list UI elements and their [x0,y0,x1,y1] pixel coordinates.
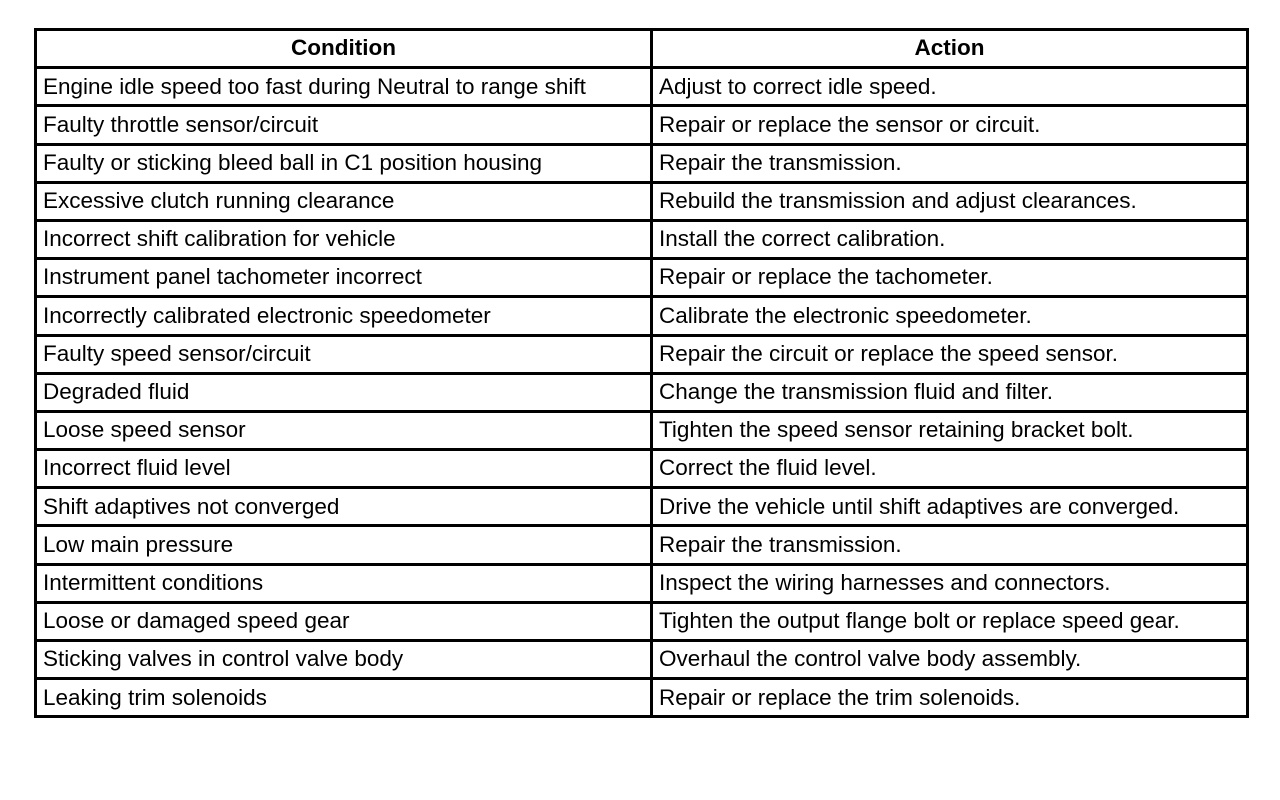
condition-cell: Faulty or sticking bleed ball in C1 position housing [36,144,652,182]
table-row [36,564,1248,602]
table-body [36,68,1248,717]
table-row [36,602,1248,640]
action-cell: Tighten the output flange bolt or replace speed gear. [652,602,1248,640]
table-row [36,106,1248,144]
action-cell: Tighten the speed sensor retaining bracket bolt. [652,411,1248,449]
action-cell: Rebuild the transmission and adjust clearances. [652,182,1248,220]
action-cell: Install the correct calibration. [652,220,1248,258]
condition-cell: Incorrectly calibrated electronic speedometer [36,297,652,335]
condition-cell: Incorrect fluid level [36,450,652,488]
action-cell: Repair the circuit or replace the speed sensor. [652,335,1248,373]
action-cell: Inspect the wiring harnesses and connectors. [652,564,1248,602]
condition-cell: Degraded fluid [36,373,652,411]
condition-cell: Incorrect shift calibration for vehicle [36,220,652,258]
condition-cell: Sticking valves in control valve body [36,641,652,679]
table-row [36,450,1248,488]
condition-cell: Low main pressure [36,526,652,564]
table-row [36,297,1248,335]
action-cell: Drive the vehicle until shift adaptives are converged. [652,488,1248,526]
column-header-condition: Condition [36,30,652,68]
action-cell: Correct the fluid level. [652,450,1248,488]
diagnosis-table [34,28,1249,718]
table-row [36,182,1248,220]
action-cell: Overhaul the control valve body assembly. [652,641,1248,679]
table-header-row [36,30,1248,68]
condition-cell: Loose or damaged speed gear [36,602,652,640]
column-header-action: Action [652,30,1248,68]
condition-cell: Engine idle speed too fast during Neutral to range shift [36,68,652,106]
action-cell: Repair the transmission. [652,526,1248,564]
table-row [36,488,1248,526]
table-row [36,144,1248,182]
condition-cell: Loose speed sensor [36,411,652,449]
table-row [36,679,1248,717]
action-cell: Repair the transmission. [652,144,1248,182]
condition-cell: Faulty speed sensor/circuit [36,335,652,373]
table-row [36,335,1248,373]
action-cell: Repair or replace the sensor or circuit. [652,106,1248,144]
action-cell: Repair or replace the trim solenoids. [652,679,1248,717]
condition-cell: Intermittent conditions [36,564,652,602]
table-row [36,259,1248,297]
table-row [36,526,1248,564]
action-cell: Repair or replace the tachometer. [652,259,1248,297]
condition-cell: Excessive clutch running clearance [36,182,652,220]
table-row [36,411,1248,449]
action-cell: Calibrate the electronic speedometer. [652,297,1248,335]
condition-cell: Leaking trim solenoids [36,679,652,717]
action-cell: Change the transmission fluid and filter. [652,373,1248,411]
table-row [36,641,1248,679]
condition-cell: Instrument panel tachometer incorrect [36,259,652,297]
table-row [36,373,1248,411]
condition-cell: Faulty throttle sensor/circuit [36,106,652,144]
action-cell: Adjust to correct idle speed. [652,68,1248,106]
table-row [36,68,1248,106]
condition-cell: Shift adaptives not converged [36,488,652,526]
diagnosis-table-container [34,28,1246,718]
table-row [36,220,1248,258]
